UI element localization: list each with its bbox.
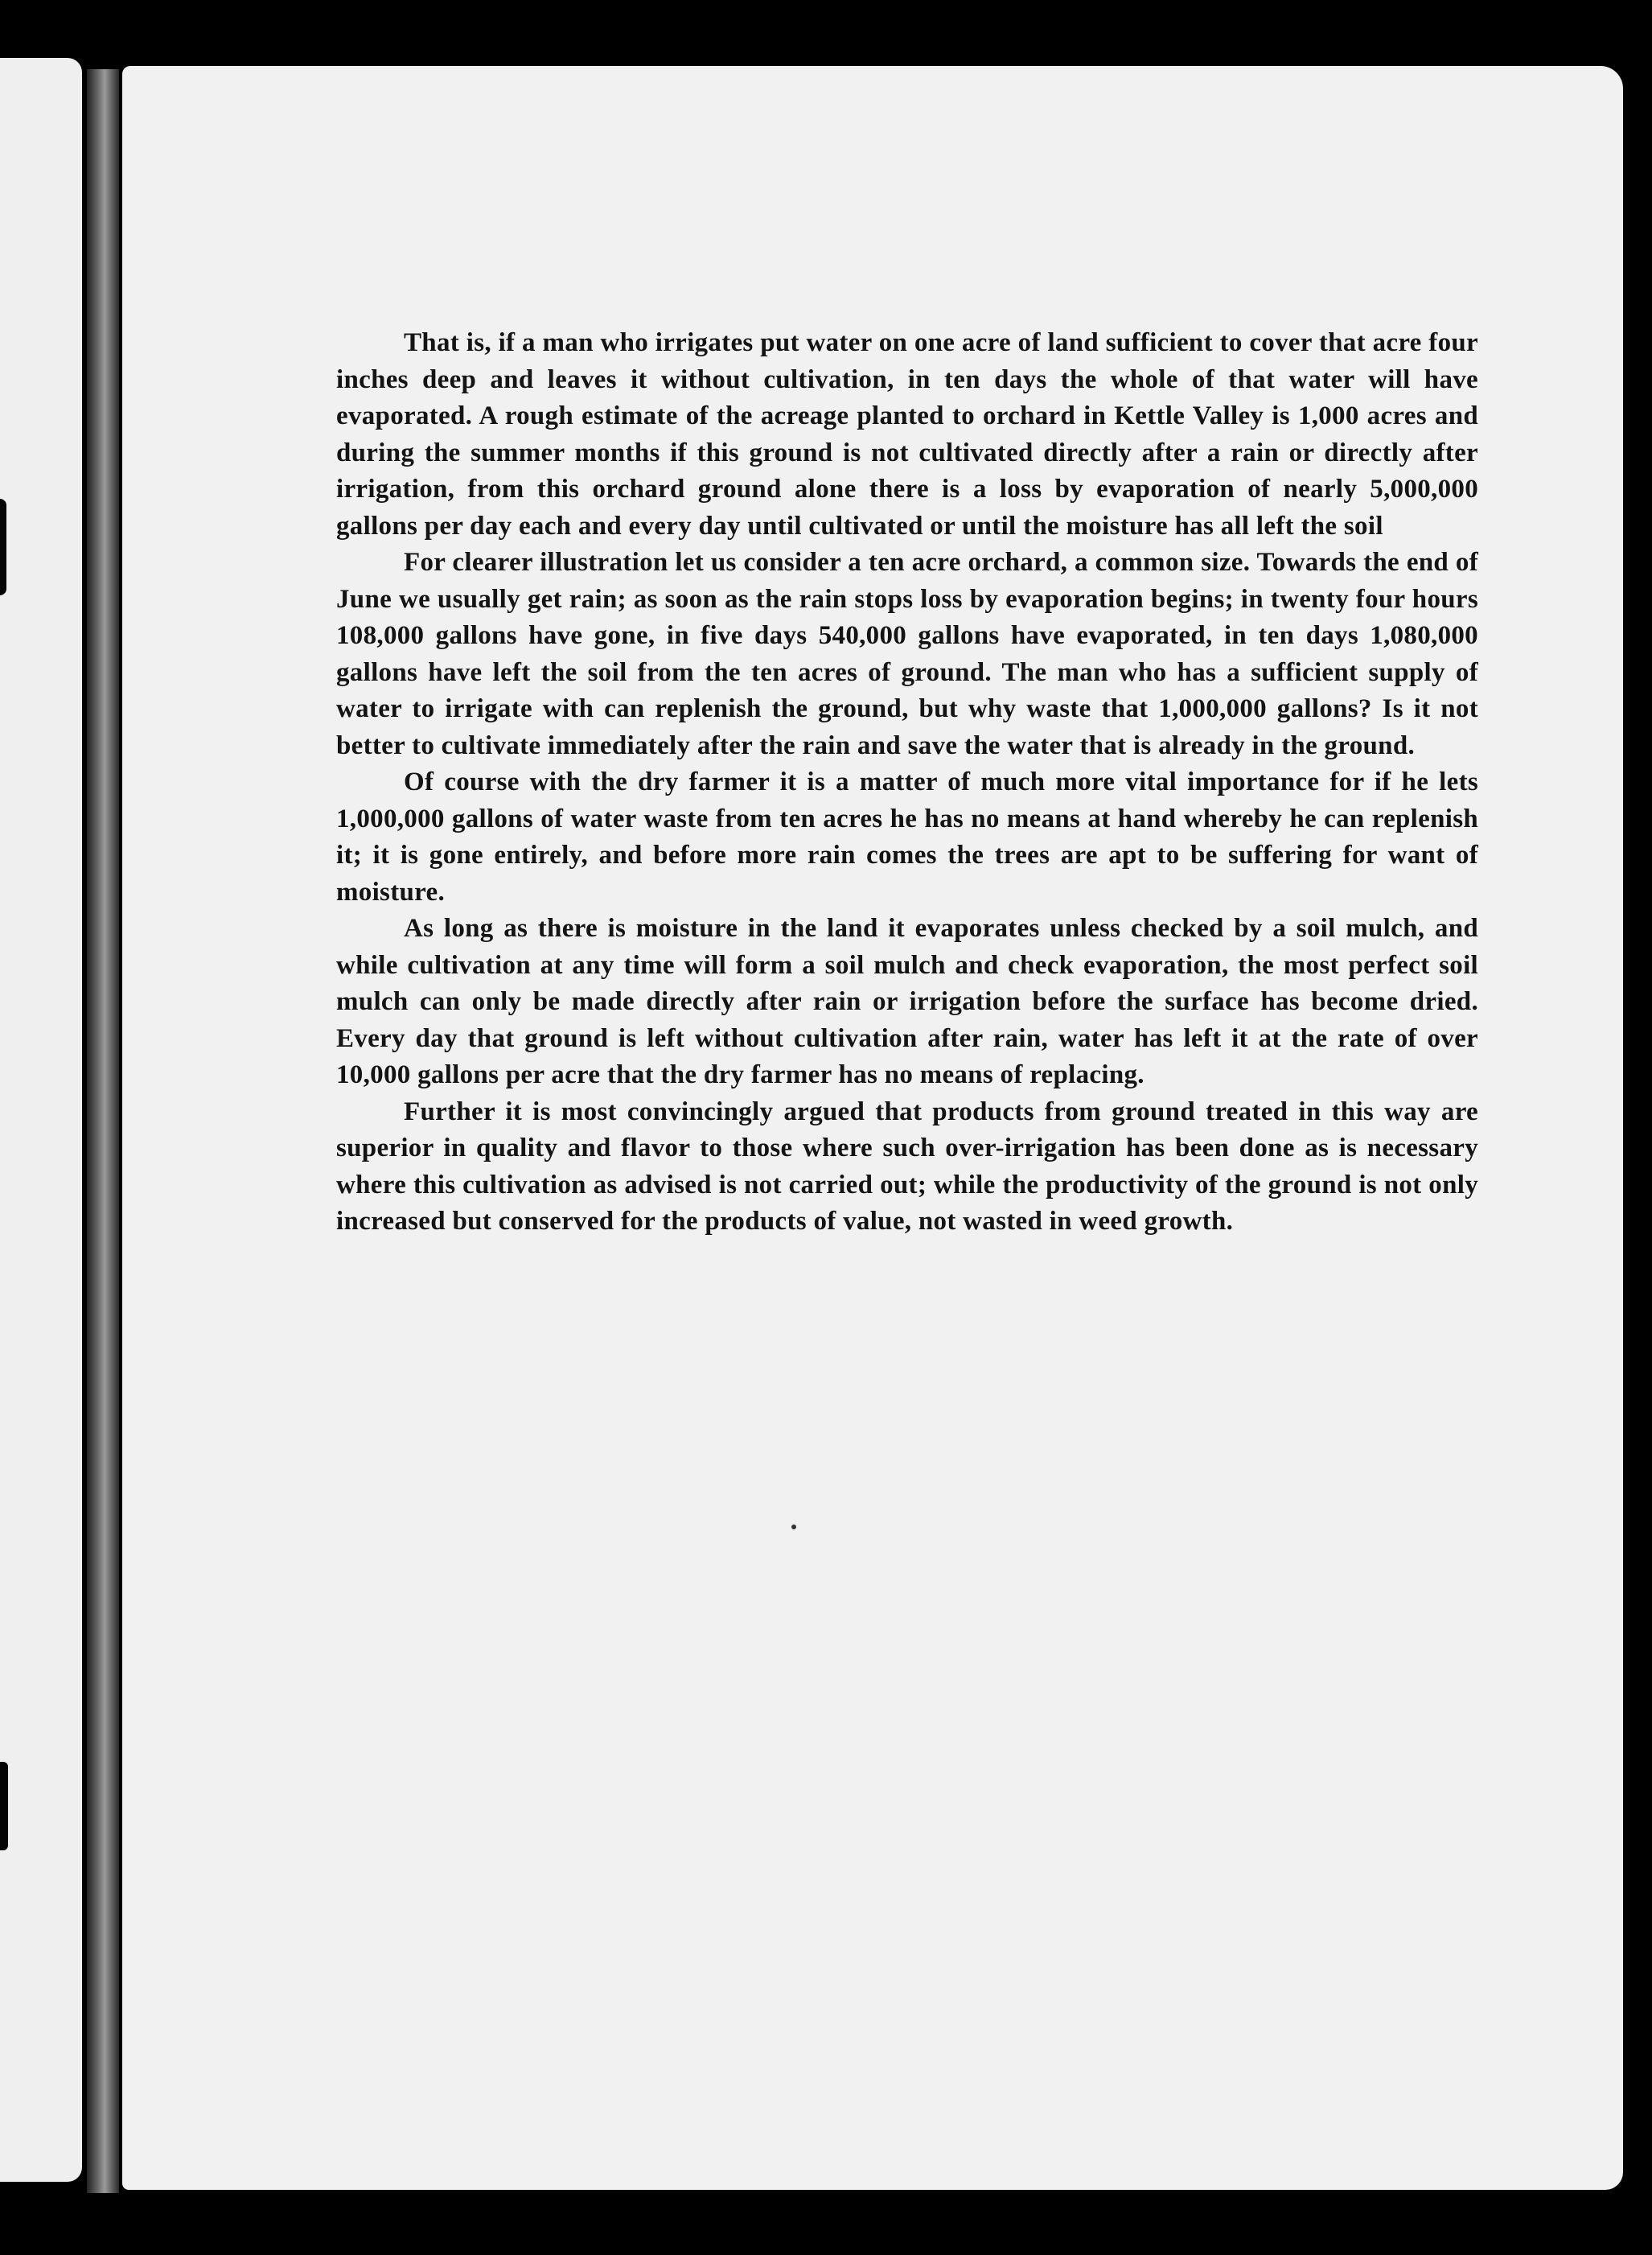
paragraph: Further it is most convincingly argued that products from ground treated in this way are superior in quality and flavor to those where such over-irrigation has been done as is necessary where this cultivation as advised is not carried out; while the productivity of the ground is not only increased but conserved for the products of value, not wasted in weed growth. [336, 1097, 1478, 1236]
scan-artifact [0, 1762, 8, 1850]
scan-artifact [0, 499, 6, 595]
paragraph: That is, if a man who irrigates put water on one acre of land sufficient to cover that acre four inches deep and leaves it without cultivation, in ten days the whole of that water will have evaporated. A rough estimate of the acreage planted to orchard in Kettle Valley is 1,000 acres and during the summer months if this ground is not cultivated directly after a rain or directly after irrigation, from this orchard ground alone there is a loss by evaporation of nearly 5,000,000 gallons per day each and every day until cultivated or until the moisture has all left the soil [336, 328, 1478, 541]
paragraph: Of course with the dry farmer it is a matter of much more vital importance for if he lets 1,000,000 gallons of water waste from ten acres he has no means at hand whereby he can replenish it; it is gone entirely, and before more rain comes the trees are apt to be suffering for want of moisture. [336, 767, 1478, 907]
speck [791, 1525, 796, 1529]
book-binding-gutter [87, 69, 119, 2193]
paragraph: As long as there is moisture in the land it evaporates unless checked by a soil mulch, and while cultivation at any time will form a soil mulch and check evaporation, the most perfect soil mulch can only be made directly after rain or irrigation before the surface has become dried. Every day that ground is left without cultivation after rain, water has left it at the rate of over 10,000 gallons per acre that the dry farmer has no means of replacing. [336, 914, 1478, 1089]
body-text [336, 325, 1478, 1241]
facing-page-edge [0, 58, 82, 2182]
paragraph: For clearer illustration let us consider a ten acre orchard, a common size. Towards the end of June we usually get rain; as soon as the rain stops loss by evaporation begins; in twenty four hours 108,000 gallons have gone, in five days 540,000 gallons have evaporated, in ten days 1,080,000 gallons have left the soil from the ten acres of ground. The man who has a sufficient supply of water to irrigate with can replenish the ground, but why waste that 1,000,000 gallons? Is it not better to cultivate immediately after the rain and save the water that is already in the ground. [336, 548, 1478, 760]
